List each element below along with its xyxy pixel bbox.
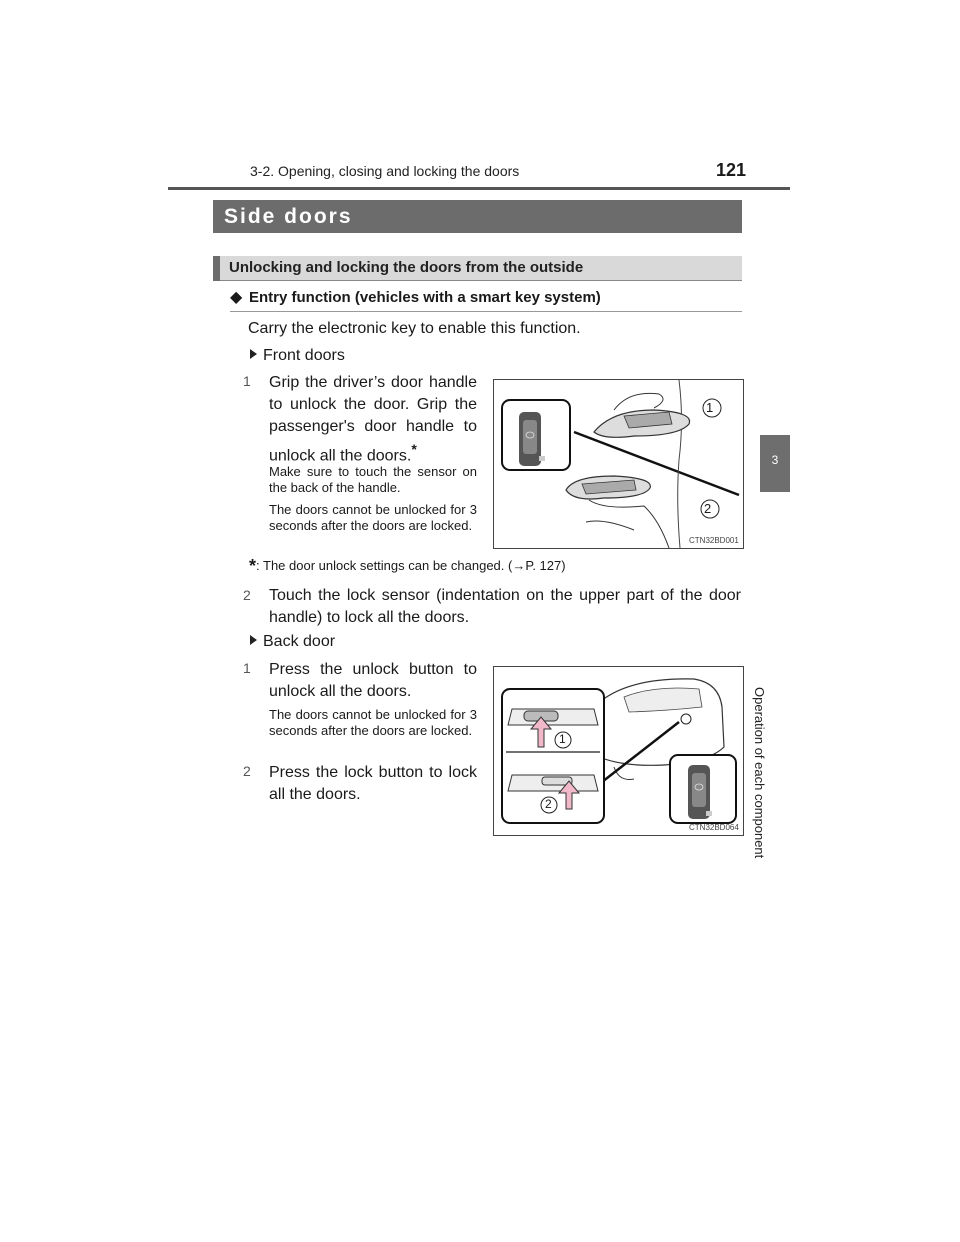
front-step2: Touch the lock sensor (indentation on the upper part of the door handle) to lock all the doors.	[269, 587, 741, 626]
header-rule	[168, 187, 790, 190]
step-number: 2	[243, 587, 251, 603]
front-door-figure	[493, 379, 744, 549]
triangle-bullet-icon	[250, 635, 257, 645]
callout-1: 1	[559, 732, 566, 746]
step-number: 1	[243, 660, 251, 676]
back-door-figure	[493, 666, 744, 836]
back-door-label: Back door	[263, 633, 336, 650]
step-number: 2	[243, 763, 251, 779]
back-door-heading	[250, 631, 335, 653]
callout-2: 2	[704, 501, 712, 516]
footnote-marker: *	[411, 441, 417, 457]
entry-intro: Carry the electronic key to enable this function.	[248, 320, 581, 337]
chapter-label-wrap	[752, 505, 783, 859]
footnote	[249, 558, 566, 574]
chapter-number: 3	[771, 453, 779, 467]
front-note-2: The doors cannot be unlocked for 3 seconds after the doors are locked.	[269, 502, 477, 533]
figure-code: CTN32BD064	[689, 823, 739, 832]
section-header: 3-2. Opening, closing and locking the doors	[250, 163, 520, 179]
front-doors-label: Front doors	[263, 347, 345, 364]
triangle-bullet-icon	[250, 349, 257, 359]
callout-1: 1	[706, 400, 714, 415]
front-step1	[269, 372, 477, 467]
footnote-star: *	[249, 556, 257, 576]
step-number: 1	[243, 373, 251, 389]
chapter-label: Operation of each component	[752, 687, 767, 859]
page-number: 121	[716, 160, 747, 180]
diamond-icon: ◆	[230, 289, 243, 306]
figure-code: CTN32BD001	[689, 536, 739, 545]
subheading: Unlocking and locking the doors from the outside	[229, 259, 584, 276]
back-step2: Press the lock button to lock all the doors.	[269, 764, 477, 803]
back-step1: Press the unlock button to unlock all the doors.	[269, 661, 477, 700]
front-note-1: Make sure to touch the sensor on the back of the handle.	[269, 464, 477, 495]
page-title: Side doors	[224, 205, 353, 228]
subheading-accent	[213, 256, 220, 281]
entry-rule	[230, 311, 742, 312]
front-step1-text: Grip the driver’s door handle to unlock the door. Grip the passenger's door handle to unlock all the doors.	[269, 374, 477, 465]
callout-2: 2	[545, 797, 552, 811]
front-doors-heading	[250, 345, 345, 367]
back-door-illustration	[494, 667, 743, 835]
back-note: The doors cannot be unlocked for 3 seconds after the doors are locked.	[269, 707, 477, 738]
entry-title: Entry function (vehicles with a smart key system)	[249, 289, 601, 306]
footnote-text: : The door unlock settings can be changed. (→P. 127)	[256, 558, 566, 573]
